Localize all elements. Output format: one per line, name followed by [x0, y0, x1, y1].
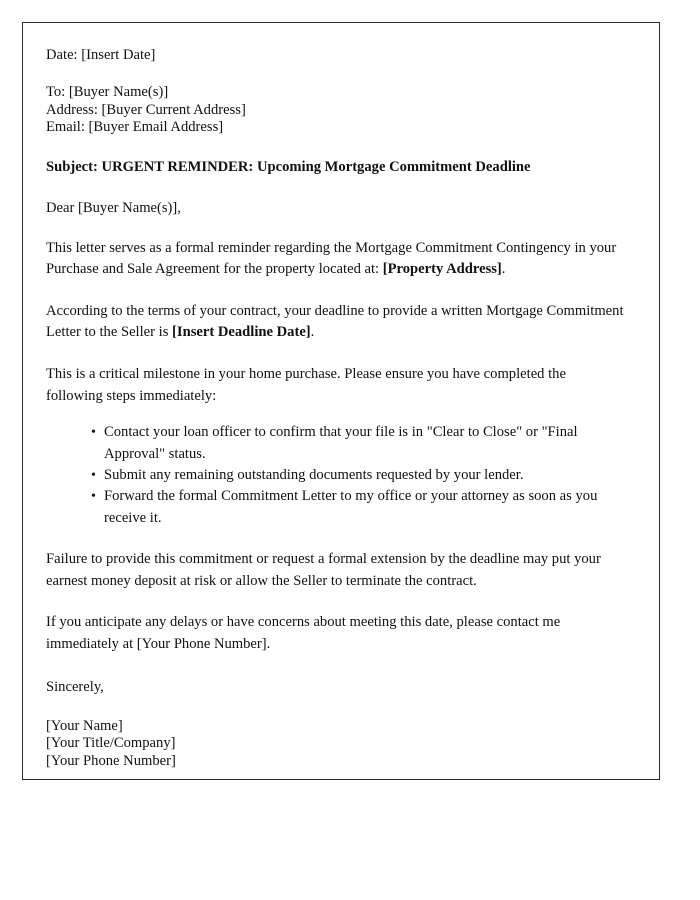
signature-block — [46, 718, 635, 771]
paragraph-2-text-before: According to the terms of your contract, your deadline to provide a written Mortgage Commitment Letter to the Seller is — [46, 302, 624, 341]
paragraph-1-text-after: . — [501, 261, 506, 278]
paragraph-1-text-before: This letter serves as a formal reminder regarding the Mortgage Commitment Contingency in your Purchase and Sale Agreement for the property located at: — [46, 239, 617, 278]
signature-title-line: [Your Title/Company] — [46, 735, 176, 752]
signature-name-line: [Your Name] — [46, 717, 123, 734]
paragraph-deadline-terms — [46, 301, 626, 344]
recipient-block — [46, 84, 635, 136]
list-item: • Contact your loan officer to confirm that your file is in "Clear to Close" or "Final Approval" status. — [91, 422, 635, 465]
paragraph-contingency-notice — [46, 238, 626, 281]
letter-page — [22, 22, 660, 780]
signature-phone-line: [Your Phone Number] — [46, 752, 176, 769]
salutation: Dear [Buyer Name(s)], — [46, 199, 181, 216]
recipient-address-line: Address: [Buyer Current Address] — [46, 101, 246, 118]
deadline-date-placeholder: [Insert Deadline Date] — [172, 324, 311, 341]
property-address-placeholder: [Property Address] — [382, 261, 502, 278]
letter-body — [23, 23, 659, 770]
list-item: • Submit any remaining outstanding documents requested by your lender. — [91, 465, 635, 486]
paragraph-milestone-intro: This is a critical milestone in your home purchase. Please ensure you have completed the following steps immediately: — [46, 366, 566, 404]
required-steps-list — [46, 422, 635, 529]
paragraph-failure-consequences: Failure to provide this commitment or request a formal extension by the deadline may put your earnest money deposit at risk or allow the Seller to terminate the contract. — [46, 551, 601, 589]
list-item: • Forward the formal Commitment Letter to my office or your attorney as soon as you receive it. — [91, 486, 635, 529]
paragraph-contact-invitation: If you anticipate any delays or have concerns about meeting this date, please contact me immediately at [Your Phone Number]. — [46, 614, 561, 652]
paragraph-2-text-after: . — [310, 324, 315, 341]
recipient-email-line: Email: [Buyer Email Address] — [46, 119, 224, 136]
recipient-to-line: To: [Buyer Name(s)] — [46, 84, 169, 101]
closing-salutation: Sincerely, — [46, 678, 104, 695]
subject-line: Subject: URGENT REMINDER: Upcoming Mortgage Commitment Deadline — [46, 158, 531, 175]
date-line: Date: [Insert Date] — [46, 47, 156, 63]
